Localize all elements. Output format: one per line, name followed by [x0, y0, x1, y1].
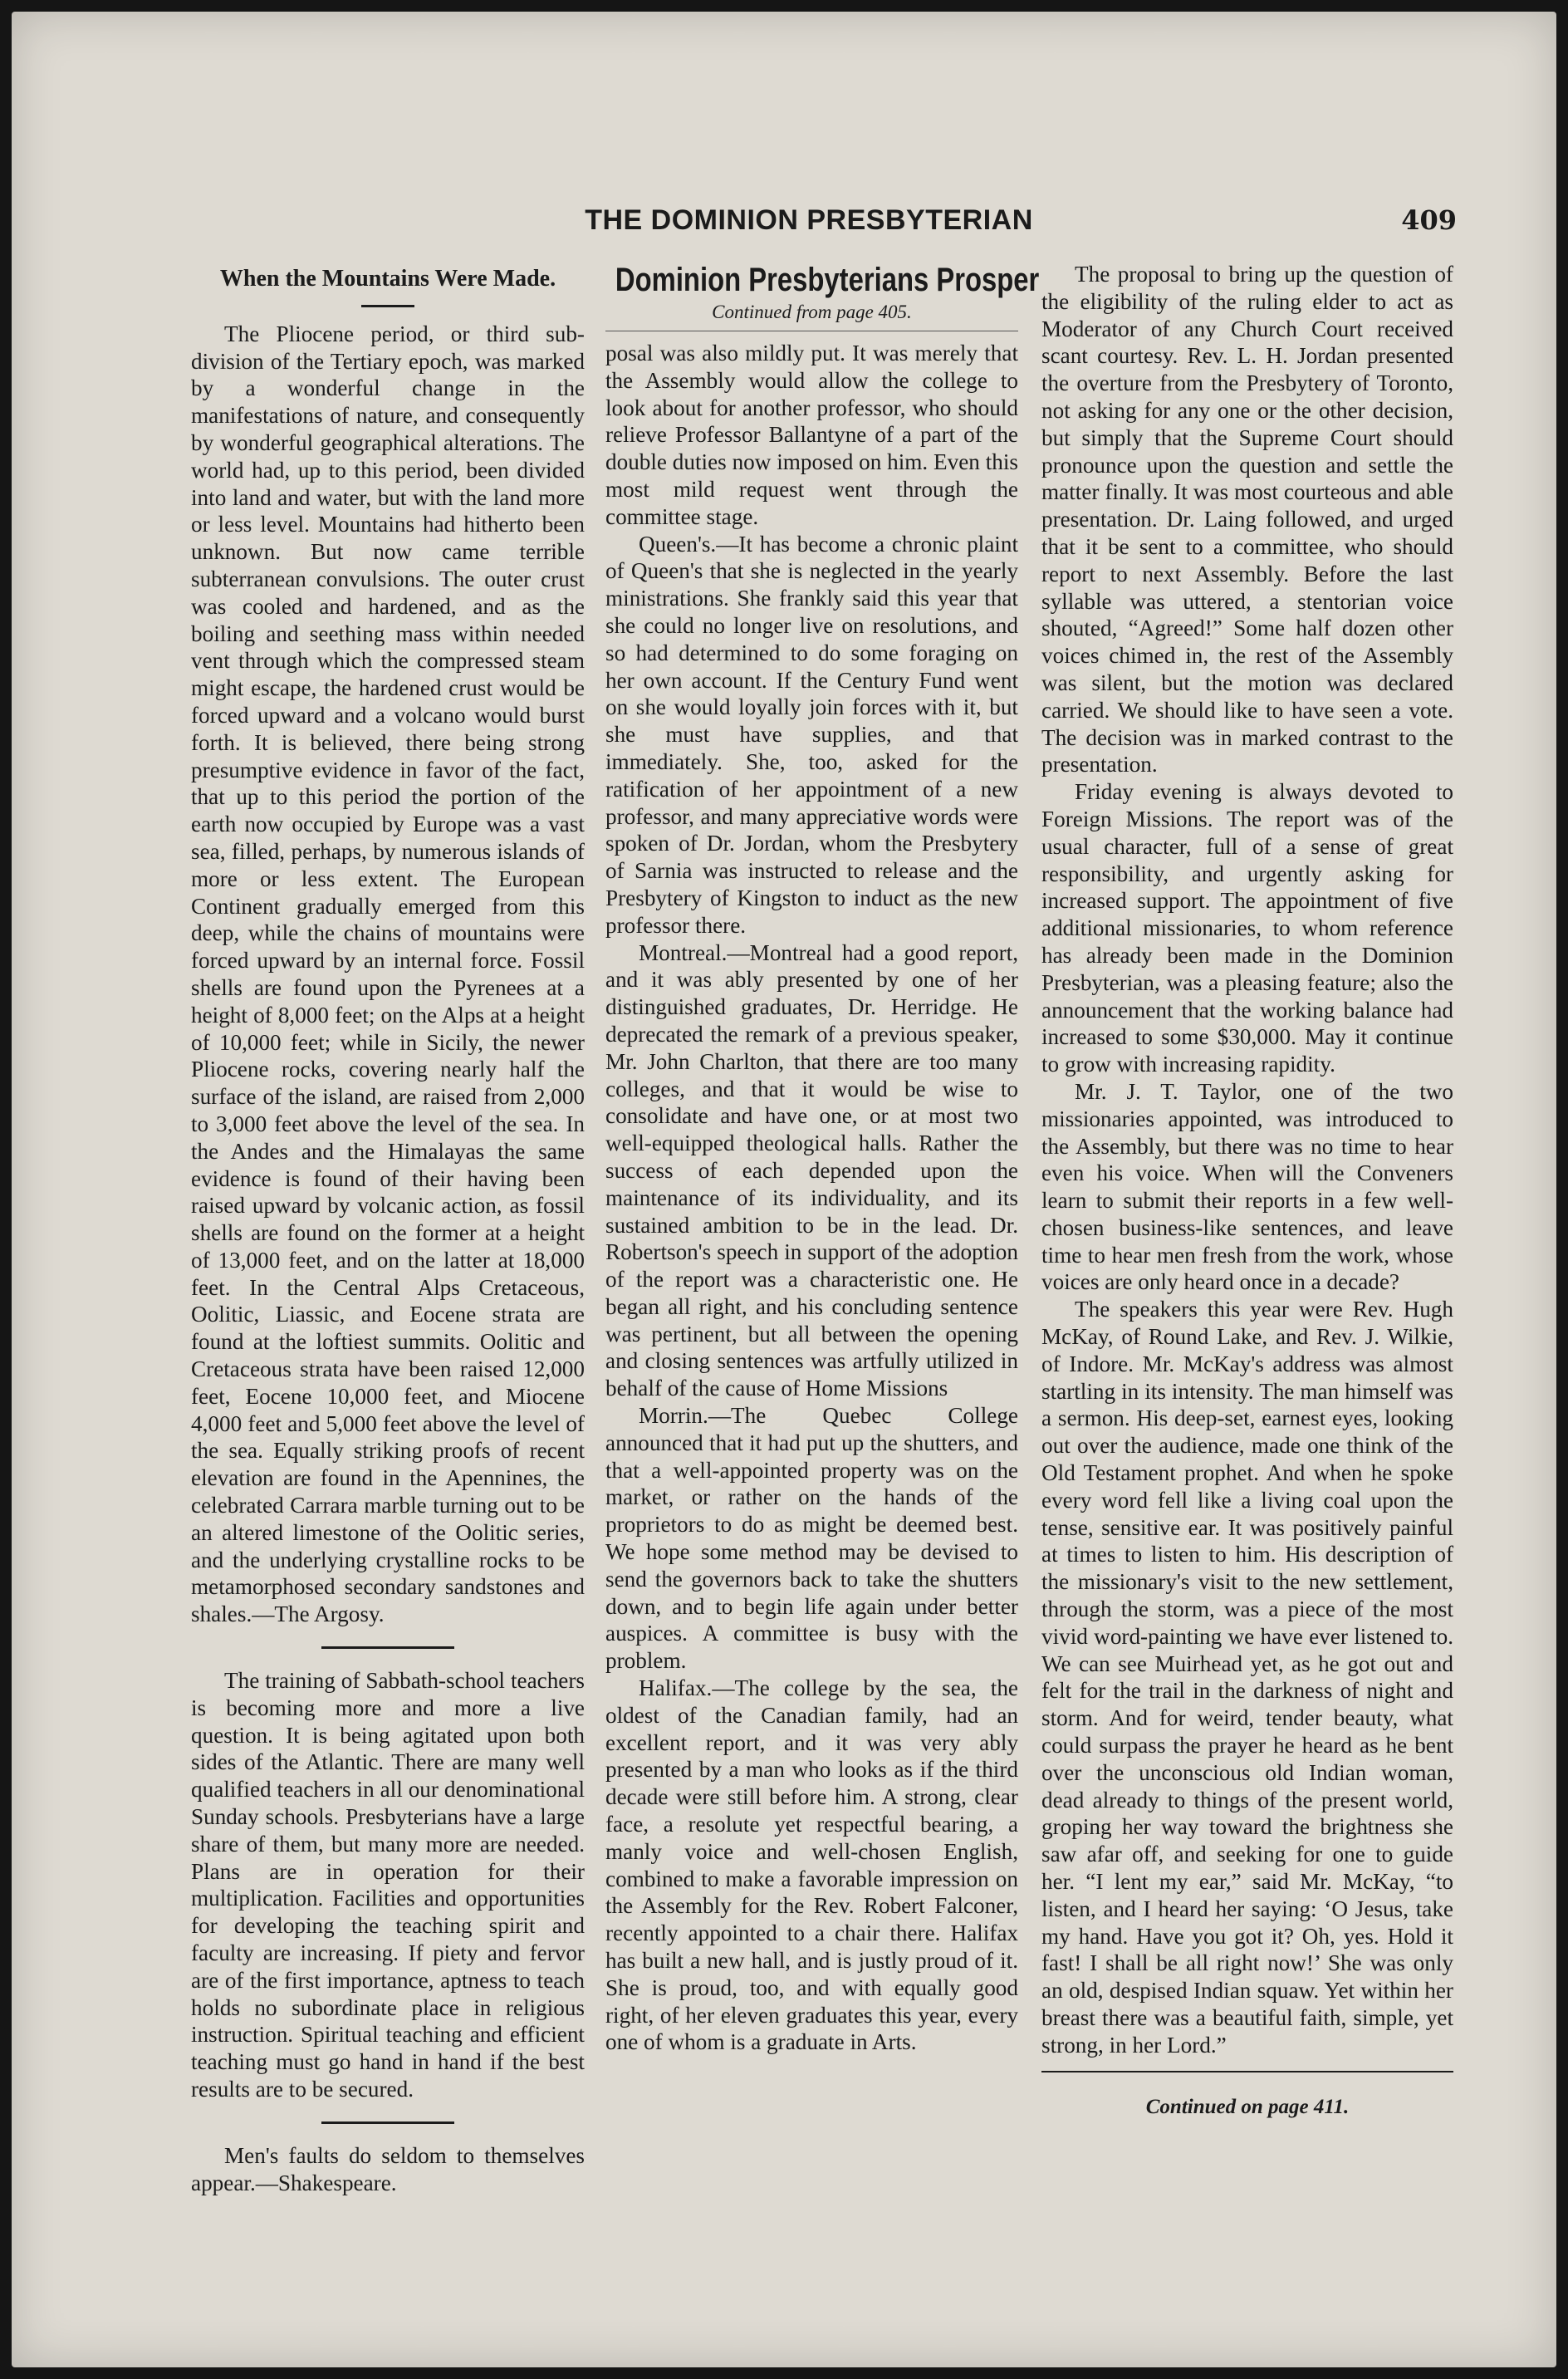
article-end-rule [1041, 2071, 1453, 2072]
magazine-page [12, 12, 1556, 2367]
shakespeare-quote: Men's faults do seldom to themselves appear.—Shakespeare. [191, 2142, 585, 2195]
paragraph-speakers: The speakers this year were Rev. Hugh McKay, of Round Lake, and Rev. J. Wilkie, of Indore. Mr. McKay's address was almost startling in its intensity. The man himself was a sermon. His deep-set, earnest eyes, looking out over the audience, made one think of the Old Testament prophet. And when he spoke every word fell like a living coal upon the tense, sensitive ear. It was positively painful at times to listen to him. His description of the missionary's visit to the new settlement, through the storm, was a piece of the most vivid word-painting we have ever listened to. We can see Muirhead yet, as he got out and felt for the trail in the darkness of night and storm. And for weird, tender beauty, what could surpass the prayer he heard as he bent over the unconscious old Indian woman, dead already to things of the present world, groping her way toward the brightness she saw afar off, and seeking for one to guide her. “I lent my ear,” said Mr. McKay, “to listen, and I heard her saying: ‘O Jesus, take my hand. Have you got it? Oh, yes. Hold it fast! I shall be all right now!’ She was only an old, despised Indian squaw. Yet within her breast there was a beautiful faith, simple, yet strong, in her Lord.” [1041, 1297, 1453, 2058]
running-title: THE DOMINION PRESBYTERIAN [585, 204, 1033, 236]
article-title: Dominion Presbyterians Prosper [615, 262, 1040, 298]
mountains-heading: When the Mountains Were Made. [219, 266, 556, 292]
section-rule [321, 1646, 454, 1649]
mountains-body: The Pliocene period, or third sub-division of the Tertiary epoch, was marked by a wonderful change in the manifestations of nature, and consequently by wonderful geographical alterations. The world had, up to this period, been divided into land and water, but with the land more or less level. Mountains had hitherto been unknown. But now came terrible subterranean convulsions. The outer crust was cooled and hardened, and as the boiling and seething mass within needed vent through which the compressed steam might escape, the hardened crust would be forced upward and a volcano would burst forth. It is believed, there being strong presumptive evidence in favor of the fact, that up to this period the portion of the earth now occupied by Europe was a vast sea, filled, perhaps, by numerous islands of more or less extent. The European Continent gradually emerged from this deep, while the chains of mountains were forced upward by an internal force. Fossil shells are found upon the Pyrenees at a height of 8,000 feet; on the Alps at a height of 10,000 feet; while in Sicily, the newer Pliocene rocks, covering nearly half the surface of the island, are raised from 2,000 to 3,000 feet above the level of the sea. In the Andes and the Himalayas the same evidence is found of their having been raised upward by volcanic action, as fossil shells are found on the former at a height of 13,000 feet, and on the latter at 18,000 feet. In the Central Alps Cretaceous, Oolitic, Liassic, and Eocene strata are found at the loftiest summits. Oolitic and Cretaceous strata have been raised 12,000 feet, Eocene 10,000 feet, and Miocene 4,000 feet and 5,000 feet above the level of the sea. Equally striking proofs of recent elevation are found in the Apennines, the celebrated Carrara marble turning out to be an altered limestone of the Oolitic series, and the underlying crystalline rocks to be metamorphosed secondary sandstones and shales.—The Argosy. [191, 321, 585, 1627]
paragraph-taylor: Mr. J. T. Taylor, one of the two missionaries appointed, was introduced to the Assembly, but there was no time to hear even his voice. When will the Conveners learn to submit their reports in a few well-chosen business-like sentences, and leave time to hear men fresh from the work, whose voices are only heard once in a decade? [1041, 1078, 1453, 1295]
column-left [191, 261, 585, 2196]
paragraph-foreign-missions: Friday evening is always devoted to Foreign Missions. The report was of the usual character, full of a sense of great responsibility, and urgently asking for increased support. The appointment of five additional missionaries, to whom reference has already been made in the Dominion Presbyterian, was a pleasing feature; also the announcement that the working balance had increased to some $30,000. May it continue to grow with increasing rapidity. [1041, 779, 1453, 1077]
heading-rule [361, 305, 414, 307]
paragraph-queens: Queen's.—It has become a chronic plaint of Queen's that she is neglected in the yearly ministrations. She frankly said this year that she could no longer live on resolutions, and so had determined to do some foraging on her own account. If the Century Fund went on she would loyally join forces with it, but she must have supplies, and that immediately. She, too, asked for the ratification of her appointment of a new professor, and many appreciative words were spoken of Dr. Jordan, whom the Presbytery of Sarnia was instructed to release and the Presbytery of Kingston to induct as the new professor there. [605, 531, 1018, 938]
paragraph-halifax: Halifax.—The college by the sea, the oldest of the Canadian family, had an excellent report, and it was very ably presented by a man who looks as if the third decade were still before him. A strong, clear face, a resolute yet respectful bearing, a manly voice and well-chosen English, combined to make a favorable impression on the Assembly for the Rev. Robert Falconer, recently appointed to a chair there. Halifax has built a new hall, and is justly proud of it. She is proud, too, and with equally good right, of her eleven graduates this year, every one of whom is a graduate in Arts. [605, 1675, 1018, 2055]
sabbath-body: The training of Sabbath-school teachers is becoming more and more a live question. It is being agitated upon both sides of the Atlantic. There are many well qualified teachers in all our denominational Sunday schools. Presbyterians have a large share of them, but many more are needed. Plans are in operation for their multiplication. Facilities and opportunities for developing the teaching spirit and faculty are increasing. If piety and fervor are of the first importance, aptness to teach holds no subordinate place in religious instruction. Spiritual teaching and efficient teaching must go hand in hand if the best results are to be secured. [191, 1668, 585, 2102]
page-number: 409 [1401, 204, 1457, 236]
section-rule-2 [321, 2121, 454, 2124]
paragraph-montreal: Montreal.—Montreal had a good report, and it was ably presented by one of her distinguished graduates, Dr. Herridge. He deprecated the remark of a previous speaker, Mr. John Charlton, that there are too many colleges, and that it would be wise to consolidate and have one, or at most two well-equipped theological halls. Rather the success of each depended upon the maintenance of its individuality, and its sustained ambition to be in the lead. Dr. Robertson's speech in support of the adoption of the report was a characteristic one. He began all right, and his concluding sentence was pertinent, but all between the opening and closing sentences was artfully utilized in behalf of the cause of Home Missions [605, 939, 1018, 1401]
paragraph-proposal: posal was also mildly put. It was merely that the Assembly would allow the college to look about for another professor, who should relieve Professor Ballantyne of a part of the double duties now imposed on him. Even this most mild request went through the committee stage. [605, 341, 1018, 529]
page-header [161, 204, 1457, 254]
paragraph-ruling-elder: The proposal to bring up the question of the eligibility of the ruling elder to act as Moderator of any Church Court received scant courtesy. Rev. L. H. Jordan presented the overture from the Presbytery of Toronto, not asking for any one or the other decision, but simply that the Supreme Court should pronounce upon the question and settle the matter finally. It was most courteous and able presentation. Dr. Laing followed, and urged that it be sent to a committee, who should report to next Assembly. Before the last syllable was uttered, a stentorian voice shouted, “Agreed!” Some half dozen other voices chimed in, the rest of the Assembly was silent, but the motion was declared carried. We should like to have seen a vote. The decision was in marked contrast to the presentation. [1041, 262, 1453, 777]
continued-from-note: Continued from page 405. [605, 301, 1018, 331]
column-right [1041, 261, 1453, 2121]
column-middle [605, 261, 1040, 2056]
paragraph-morrin: Morrin.—The Quebec College announced that it had put up the shutters, and that a well-appointed property was on the market, or rather on the hands of the proprietors to do as might be deemed best. We hope some method may be devised to send the governors back to take the shutters down, and to begin life again under better auspices. A committee is busy with the problem. [605, 1403, 1018, 1674]
continued-on-note: Continued on page 411. [1145, 2095, 1350, 2118]
